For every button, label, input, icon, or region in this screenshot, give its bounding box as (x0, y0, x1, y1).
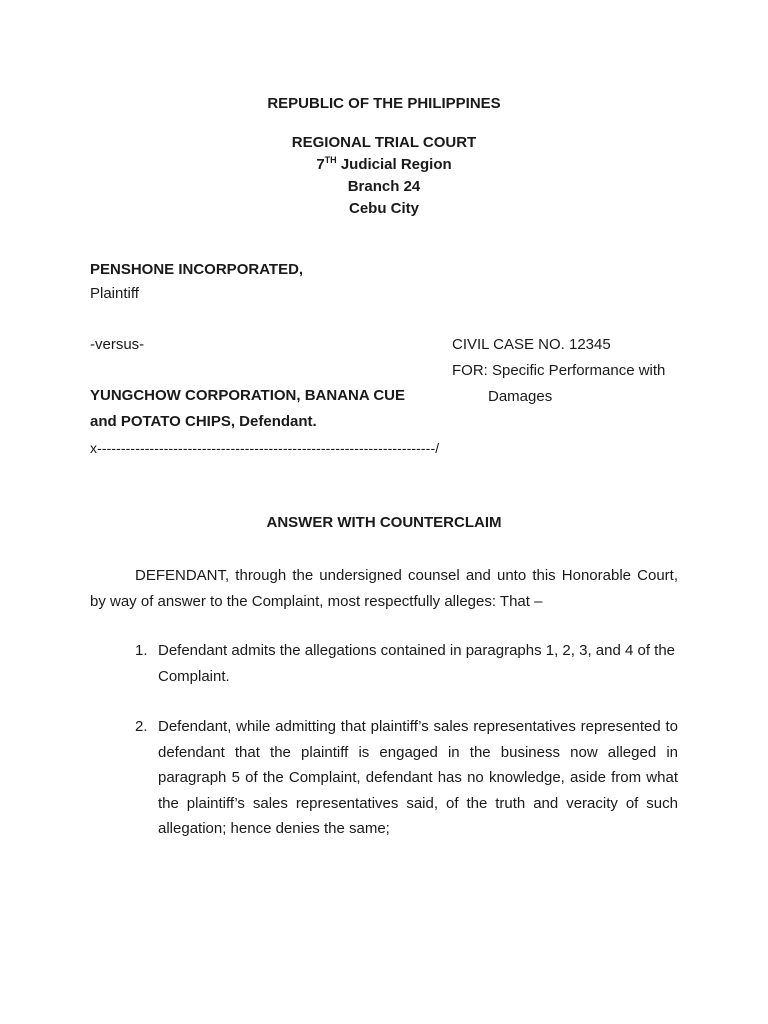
versus-label: -versus- (90, 336, 145, 353)
document-title: ANSWER WITH COUNTERCLAIM (266, 514, 502, 531)
list-item (135, 714, 678, 842)
plaintiff-name: PENSHONE INCORPORATED, (90, 261, 304, 278)
header-city: Cebu City (348, 200, 419, 217)
plaintiff-label: Plaintiff (90, 285, 139, 302)
caption-separator: x-----------------------------------------------------------------------/ (90, 440, 440, 456)
header-republic: REPUBLIC OF THE PHILIPPINES (267, 95, 501, 112)
intro-paragraph: DEFENDANT, through the undersigned counsel and unto this Honorable Court, by way of answer to the Complaint, most respectfully alleges: That – (90, 567, 678, 610)
region-number: 7 (316, 156, 325, 173)
case-nature-line1: FOR: Specific Performance with (452, 362, 666, 379)
list-item-text: Defendant admits the allegations contained in paragraphs 1, 2, 3, and 4 of the Complaint. (158, 642, 676, 685)
defendant-line1: YUNGCHOW CORPORATION, BANANA CUE (90, 387, 405, 404)
defendant-line2: and POTATO CHIPS, Defendant. (90, 413, 317, 430)
region-text: Judicial Region (336, 156, 452, 173)
header-court: REGIONAL TRIAL COURT (291, 134, 477, 151)
list-item-number: 2. (135, 718, 148, 735)
header-branch: Branch 24 (347, 178, 421, 195)
list-item-text: Defendant, while admitting that plaintiff’s sales representatives represented to defendant that the plaintiff is engaged in the business now alleged in paragraph 5 of the Complaint, defendant has no knowledge, aside from what the plaintiff’s sales representatives said, of the truth and veracity of such allegation; hence denies the same; (158, 718, 678, 837)
case-number: CIVIL CASE NO. 12345 (452, 336, 611, 353)
header-region (0, 154, 768, 176)
region-superscript: TH (324, 155, 337, 165)
list-item (135, 638, 678, 689)
list-item-number: 1. (135, 642, 148, 659)
case-nature-line2: Damages (488, 388, 553, 405)
